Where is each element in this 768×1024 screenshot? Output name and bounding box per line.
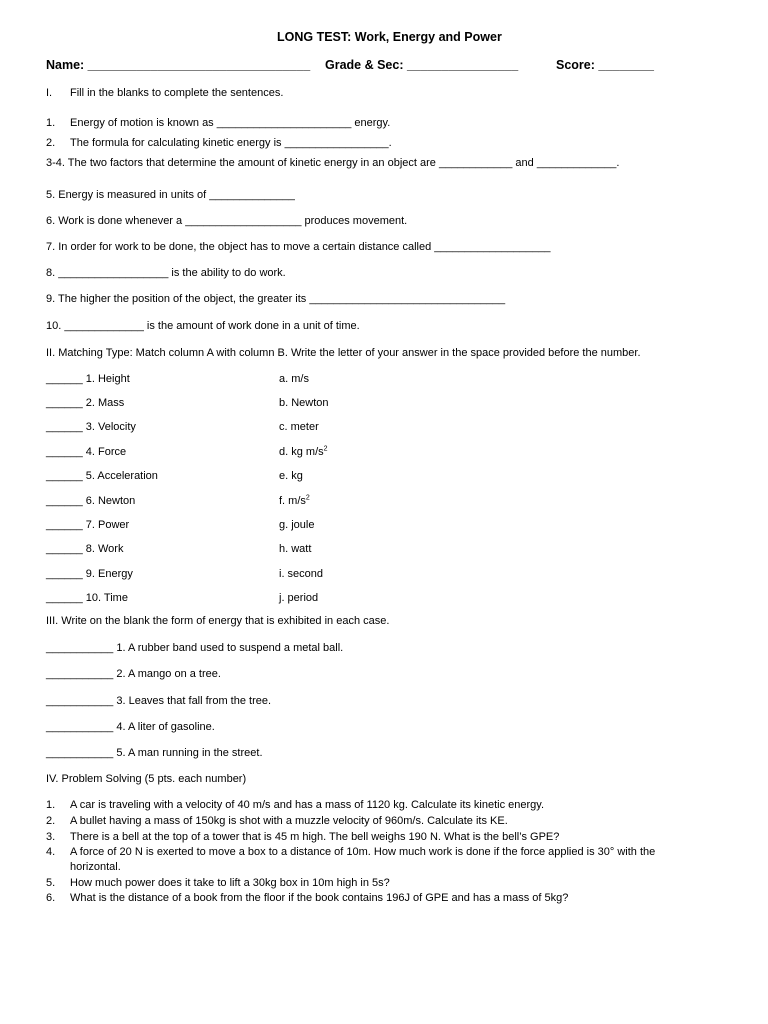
part1-item: The formula for calculating kinetic energy is _________________. <box>70 137 392 149</box>
problem-number: 4. <box>46 846 56 858</box>
part1-item-number: 2. <box>46 137 56 149</box>
page-title: LONG TEST: Work, Energy and Power <box>277 30 502 44</box>
column-b-item: d. kg $m/s^2$ <box>279 445 328 458</box>
problem-number: 6. <box>46 892 56 904</box>
part1-item: 7. In order for work to be done, the object has to move a certain distance called ___________________ <box>46 241 551 253</box>
column-b-item: c. meter <box>279 421 319 433</box>
part2-heading: II. Matching Type: Match column A with column B. Write the letter of your answer in the space provided before the number. <box>46 347 641 359</box>
part1-item: 5. Energy is measured in units of ______________ <box>46 189 295 201</box>
part3-item: ___________ 3. Leaves that fall from the tree. <box>46 695 272 707</box>
column-a-item: ______ 6. Newton <box>46 495 136 507</box>
problem-text: How much power does it take to lift a 30kg box in 10m high in 5s? <box>70 877 390 889</box>
problem-text-continued: horizontal. <box>70 861 121 873</box>
column-a-item: ______ 2. Mass <box>46 397 125 409</box>
part1-item: 8. __________________ is the ability to do work. <box>46 267 286 279</box>
part3-item: ___________ 2. A mango on a tree. <box>46 668 221 680</box>
column-b-item: j. period <box>279 592 319 604</box>
column-a-item: ______ 7. Power <box>46 519 130 531</box>
column-b-item: e. kg <box>279 470 303 482</box>
problem-number: 1. <box>46 799 56 811</box>
column-a-item: ______ 10. Time <box>46 592 128 604</box>
column-b-item: i. second <box>279 568 324 580</box>
column-a-item: ______ 5. Acceleration <box>46 470 158 482</box>
problem-text: What is the distance of a book from the floor if the book contains 196J of GPE and has a mass of 5kg? <box>70 892 569 904</box>
part3-item: ___________ 5. A man running in the street. <box>46 747 263 759</box>
score-field[interactable]: Score: ________ <box>556 58 654 72</box>
part4-heading: IV. Problem Solving (5 pts. each number) <box>46 773 247 785</box>
part1-item: 6. Work is done whenever a ___________________ produces movement. <box>46 215 408 227</box>
column-a-item: ______ 3. Velocity <box>46 421 136 433</box>
column-b-item: f. $m/s^2$ <box>279 494 310 507</box>
problem-number: 3. <box>46 831 56 843</box>
part1-heading: Fill in the blanks to complete the sentences. <box>70 87 284 99</box>
part3-item: ___________ 1. A rubber band used to suspend a metal ball. <box>46 642 344 654</box>
column-b-item: g. joule <box>279 519 315 531</box>
name-field[interactable]: Name: ________________________________ <box>46 58 311 72</box>
part3-heading: III. Write on the blank the form of energy that is exhibited in each case. <box>46 615 390 627</box>
problem-text: A force of 20 N is exerted to move a box to a distance of 10m. How much work is done if the force applied is 30° with the <box>70 846 656 858</box>
column-a-item: ______ 1. Height <box>46 373 130 385</box>
problem-number: 2. <box>46 815 56 827</box>
problem-text: There is a bell at the top of a tower that is 45 m high. The bell weighs 190 N. What is the bell’s GPE? <box>70 831 560 843</box>
problem-text: A bullet having a mass of 150kg is shot with a muzzle velocity of 960m/s. Calculate its KE. <box>70 815 508 827</box>
column-a-item: ______ 9. Energy <box>46 568 133 580</box>
part1-heading-number: I. <box>46 87 53 99</box>
column-a-item: ______ 4. Force <box>46 446 127 458</box>
grade-section-field[interactable]: Grade & Sec: ________________ <box>325 58 519 72</box>
column-b-item: a. m/s <box>279 373 309 385</box>
part1-item: Energy of motion is known as ______________________ energy. <box>70 117 391 129</box>
part1-item: 9. The higher the position of the object, the greater its ________________________________ <box>46 293 506 305</box>
part3-item: ___________ 4. A liter of gasoline. <box>46 721 215 733</box>
part1-item-number: 1. <box>46 117 56 129</box>
column-a-item: ______ 8. Work <box>46 543 124 555</box>
column-b-item: h. watt <box>279 543 312 555</box>
problem-number: 5. <box>46 877 56 889</box>
part1-item: 10. _____________ is the amount of work done in a unit of time. <box>46 320 360 332</box>
problem-text: A car is traveling with a velocity of 40 m/s and has a mass of 1120 kg. Calculate its kinetic energy. <box>70 799 545 811</box>
column-b-item: b. Newton <box>279 397 329 409</box>
part1-item: 3-4. The two factors that determine the amount of kinetic energy in an object are ____________ and _____________. <box>46 157 620 169</box>
